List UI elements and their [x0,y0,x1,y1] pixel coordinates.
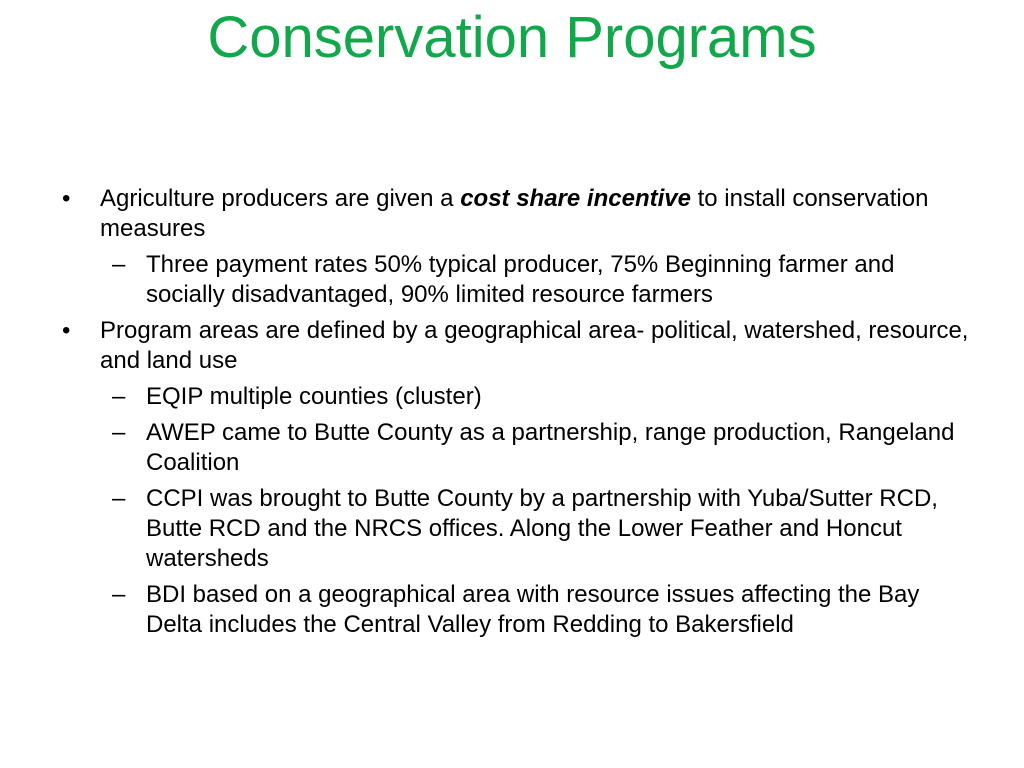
sub-bullet-text: Three payment rates 50% typical producer, 75% Beginning farmer and socially disadvantaged, 90% limited resource farmers [146,251,895,308]
sub-bullet-item [100,250,972,310]
bullet-item [62,316,972,640]
sub-bullet-item [100,484,972,574]
slide-title: Conservation Programs [207,5,817,70]
sub-bullet-item [100,382,972,412]
bullet-text-before: Agriculture producers are given a [100,185,461,212]
bullet-text-after: to install conservation measures [100,185,929,242]
sub-bullet-text: AWEP came to Butte County as a partnership, range production, Rangeland Coalition [146,419,955,476]
sub-bullet-item [100,580,972,640]
bullet-text: Program areas are defined by a geographical area- political, watershed, resource, and land use [100,317,969,374]
dash-marker: – [112,419,126,446]
sub-bullet-text: EQIP multiple counties (cluster) [146,383,482,410]
sub-bullet-item [100,418,972,478]
sub-bullet-list [100,250,972,310]
dash-marker: – [112,383,126,410]
bullet-item [62,184,972,310]
bullet-list [62,184,972,646]
bullet-text-emphasis: cost share incentive [460,185,691,212]
dash-marker: – [112,581,126,608]
sub-bullet-text: BDI based on a geographical area with resource issues affecting the Bay Delta includes the Central Valley from Redding to Bakersfield [146,581,920,638]
bullet-marker: • [62,185,71,212]
bullet-marker: • [62,317,71,344]
sub-bullet-list [100,382,972,640]
dash-marker: – [112,251,126,278]
sub-bullet-text: CCPI was brought to Butte County by a partnership with Yuba/Sutter RCD, Butte RCD and the NRCS offices. Along the Lower Feather and Honcut watersheds [146,485,938,572]
dash-marker: – [112,485,126,512]
